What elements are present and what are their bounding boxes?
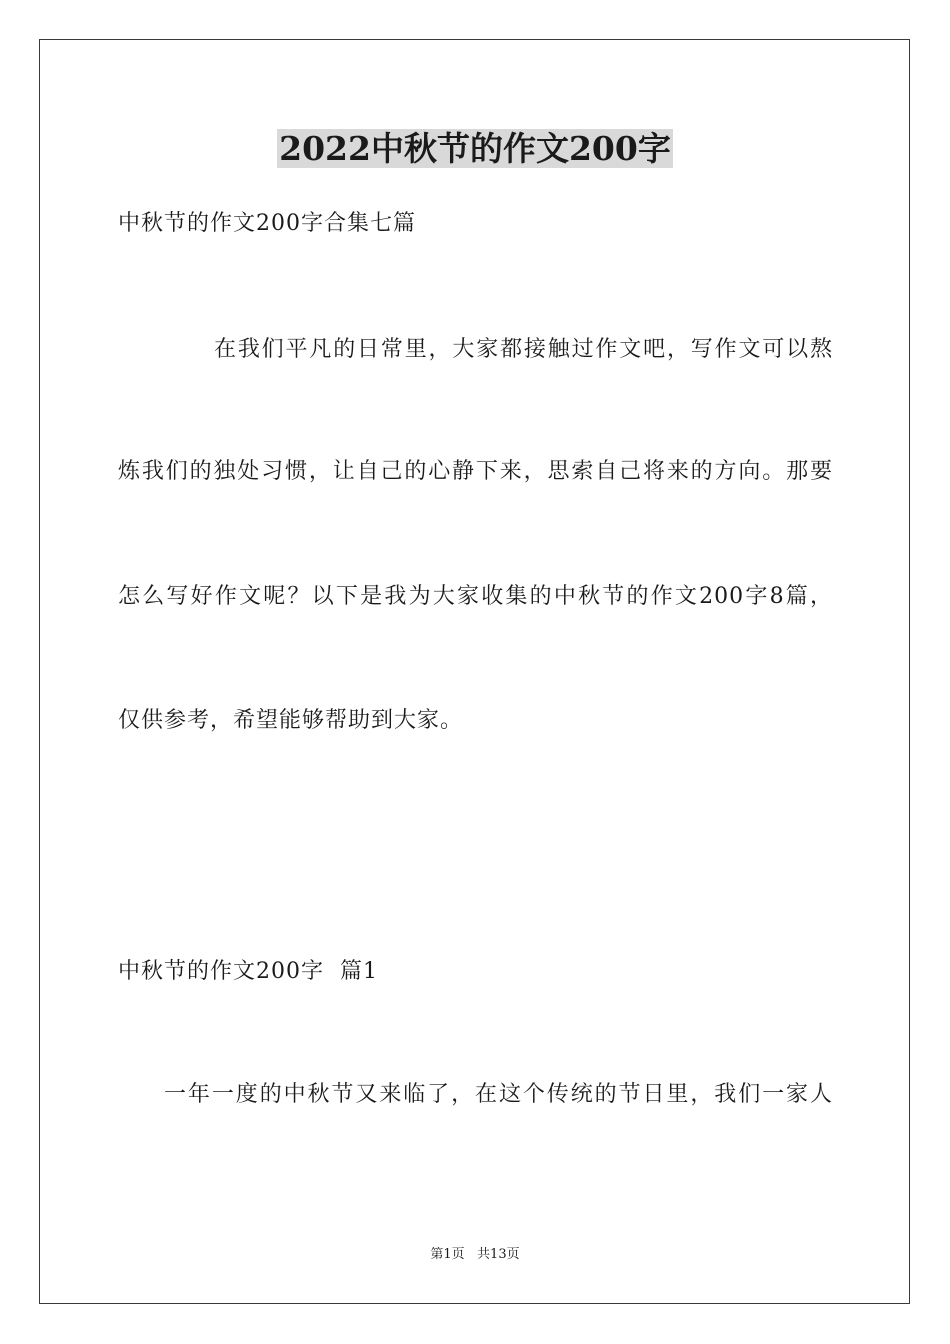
document-title [0,126,950,172]
section-paragraph-line: 一年一度的中秋节又来临了，在这个传统的节日里，我们一家人 [164,1082,833,1107]
document-subtitle: 中秋节的作文200字合集七篇 [118,211,416,236]
section-heading: 中秋节的作文200字 篇1 [118,959,378,984]
page-number-footer: 第1页 共13页 [430,1247,520,1262]
intro-paragraph-line: 仅供参考，希望能够帮助到大家。 [118,708,464,733]
intro-paragraph-line: 炼我们的独处习惯，让自己的心静下来，思索自己将来的方向。那要 [118,459,833,484]
intro-paragraph-line: 怎么写好作文呢？以下是我为大家收集的中秋节的作文200字8篇， [118,584,833,609]
intro-paragraph-line: 在我们平凡的日常里，大家都接触过作文吧，写作文可以熬 [214,337,833,362]
document-title-text: 2022中秋节的作文200字 [279,129,671,168]
